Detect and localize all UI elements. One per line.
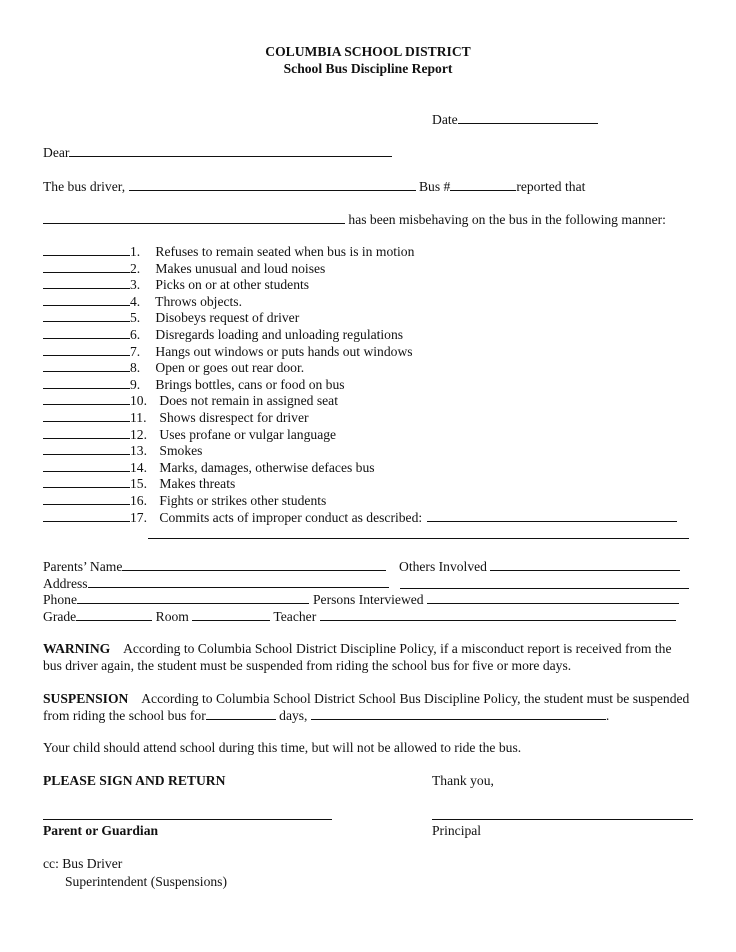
dear-label: Dear [43, 145, 70, 160]
misconduct-item [43, 492, 326, 509]
warning-paragraph [43, 640, 693, 674]
dear-field[interactable] [43, 144, 392, 161]
conduct-description-blank[interactable] [427, 509, 677, 522]
dear-blank[interactable] [69, 144, 392, 157]
bus-driver-line [43, 178, 585, 195]
item-check-blank[interactable] [43, 509, 130, 522]
item-number: 10. [130, 393, 147, 409]
teacher-blank[interactable] [320, 608, 676, 621]
persons-interviewed-field[interactable] [313, 591, 679, 608]
parent-guardian-label: Parent or Guardian [43, 823, 159, 838]
item-text: Commits acts of improper conduct as described: [159, 509, 423, 525]
parents-name-field[interactable] [43, 558, 386, 575]
item-number: 5. [130, 310, 141, 326]
district-name: COLUMBIA SCHOOL DISTRICT [265, 44, 471, 59]
item-number: 3. [130, 277, 141, 293]
item-number: 6. [130, 327, 141, 342]
item-number: 15. [130, 476, 147, 492]
misconduct-item [43, 409, 309, 426]
misconduct-item [43, 426, 336, 443]
attend-notice: Your child should attend school during this time, but will not be allowed to ride the bus. [43, 740, 522, 755]
item-text: Throws objects. [155, 293, 242, 309]
item-check-blank[interactable] [43, 426, 130, 439]
item-check-blank[interactable] [43, 293, 130, 306]
misconduct-item [43, 309, 299, 326]
misconduct-item [43, 442, 202, 459]
address-blank[interactable] [88, 575, 389, 588]
item-number: 2. [130, 260, 141, 276]
misconduct-item [43, 359, 304, 376]
item-check-blank[interactable] [43, 326, 130, 339]
item-text: Disobeys request of driver [155, 310, 300, 326]
cc-superintendent: Superintendent (Suspensions) [65, 874, 227, 889]
conduct-description-line-2[interactable] [148, 538, 689, 539]
date-field[interactable] [432, 111, 598, 128]
item-check-blank[interactable] [43, 260, 130, 273]
address-field[interactable] [43, 575, 389, 592]
suspension-paragraph: SUSPENSION According to Columbia School District School Bus Discipline Policy, the student must be suspended from riding the school bus for days, . [43, 691, 690, 723]
address-label: Address [43, 576, 88, 591]
room-blank[interactable] [192, 608, 270, 621]
item-number: 8. [130, 360, 141, 376]
item-text: Shows disrespect for driver [159, 410, 309, 425]
item-check-blank[interactable] [43, 309, 130, 322]
misconduct-item [43, 376, 345, 393]
item-check-blank[interactable] [43, 243, 130, 256]
misconduct-item [43, 243, 414, 260]
grade-label: Grade [43, 609, 77, 624]
misconduct-item [43, 392, 338, 409]
report-title: School Bus Discipline Report [283, 61, 453, 76]
item-check-blank[interactable] [43, 475, 130, 488]
parents-name-blank[interactable] [122, 558, 386, 571]
item-text: Picks on or at other students [155, 277, 310, 293]
teacher-label: Teacher [273, 609, 317, 624]
misconduct-item [43, 276, 309, 293]
item-text: Open or goes out rear door. [155, 360, 305, 376]
grade-blank[interactable] [76, 608, 152, 621]
item-text: Hangs out windows or puts hands out windows [155, 343, 413, 359]
item-number: 4. [130, 293, 141, 309]
parent-signature-line[interactable] [43, 819, 332, 820]
date-label: Date [432, 112, 458, 127]
suspension-days-label: days, [279, 708, 308, 723]
others-involved-blank[interactable] [490, 558, 680, 571]
item-check-blank[interactable] [43, 459, 130, 472]
suspension-text: According to Columbia School District School Bus Discipline Policy, the student must be suspended from riding the school bus for [43, 691, 690, 723]
phone-label: Phone [43, 592, 77, 607]
student-name-blank[interactable] [43, 211, 345, 224]
item-check-blank[interactable] [43, 492, 130, 505]
item-number: 7. [130, 343, 141, 359]
misconduct-item [43, 343, 413, 360]
misconduct-item [43, 509, 677, 526]
item-text: Makes unusual and loud noises [155, 260, 326, 276]
student-line [43, 211, 666, 228]
bus-number-label: Bus # [418, 179, 451, 194]
item-text: Brings bottles, cans or food on bus [155, 376, 345, 392]
misconduct-item [43, 260, 325, 277]
item-text: Does not remain in assigned seat [159, 393, 338, 409]
item-number: 14. [130, 459, 147, 475]
item-text: Disregards loading and unloading regulations [155, 327, 404, 342]
bus-driver-blank[interactable] [129, 178, 416, 191]
others-involved-field[interactable] [399, 558, 680, 575]
suspension-days-blank[interactable] [206, 707, 276, 720]
warning-label: WARNING [43, 641, 111, 656]
item-text: Refuses to remain seated when bus is in motion [155, 244, 415, 259]
item-check-blank[interactable] [43, 343, 130, 356]
item-number: 13. [130, 443, 147, 459]
misbehaving-text: has been misbehaving on the bus in the following manner: [348, 212, 666, 227]
grade-room-teacher-line [43, 608, 676, 625]
item-number: 9. [130, 376, 141, 392]
item-check-blank[interactable] [43, 276, 130, 289]
item-number: 1. [130, 244, 141, 259]
item-number: 16. [130, 493, 147, 508]
misconduct-item [43, 475, 235, 492]
cc-bus-driver: cc: Bus Driver [43, 856, 123, 871]
item-number: 12. [130, 426, 147, 442]
misconduct-item [43, 459, 375, 476]
others-involved-label: Others Involved [399, 559, 487, 574]
item-text: Marks, damages, otherwise defaces bus [159, 459, 375, 475]
item-check-blank[interactable] [43, 442, 130, 455]
principal-label: Principal [432, 823, 482, 838]
item-text: Smokes [159, 443, 203, 459]
item-text: Makes threats [159, 476, 236, 492]
room-label: Room [155, 609, 189, 624]
principal-signature-line[interactable] [432, 819, 693, 820]
persons-interviewed-blank[interactable] [427, 591, 679, 604]
item-number: 11. [130, 410, 147, 425]
phone-blank[interactable] [77, 591, 309, 604]
date-blank[interactable] [458, 111, 598, 124]
reported-that-text: reported that [516, 179, 586, 194]
bus-driver-label: The bus driver, [43, 179, 126, 194]
item-check-blank[interactable] [43, 359, 130, 372]
suspension-label: SUSPENSION [43, 691, 129, 706]
item-number: 17. [130, 509, 147, 525]
misconduct-item [43, 293, 242, 310]
thank-you-text: Thank you, [432, 773, 494, 788]
persons-interviewed-label: Persons Interviewed [313, 592, 424, 607]
item-text: Fights or strikes other students [159, 493, 327, 508]
item-check-blank[interactable] [43, 376, 130, 389]
phone-field[interactable] [43, 591, 309, 608]
parents-name-label: Parents’ Name [43, 559, 123, 574]
misconduct-item [43, 326, 403, 343]
please-sign-heading: PLEASE SIGN AND RETURN [43, 773, 226, 788]
item-text: Uses profane or vulgar language [159, 426, 337, 442]
item-check-blank[interactable] [43, 392, 130, 405]
others-involved-line-2[interactable] [400, 588, 689, 589]
item-check-blank[interactable] [43, 409, 130, 422]
bus-number-blank[interactable] [450, 178, 516, 191]
warning-text: According to Columbia School District Discipline Policy, if a misconduct report is received from the bus driver again, the student must be suspended from riding the school bus for five or more days. [43, 641, 672, 673]
suspension-dates-blank[interactable] [311, 707, 606, 720]
